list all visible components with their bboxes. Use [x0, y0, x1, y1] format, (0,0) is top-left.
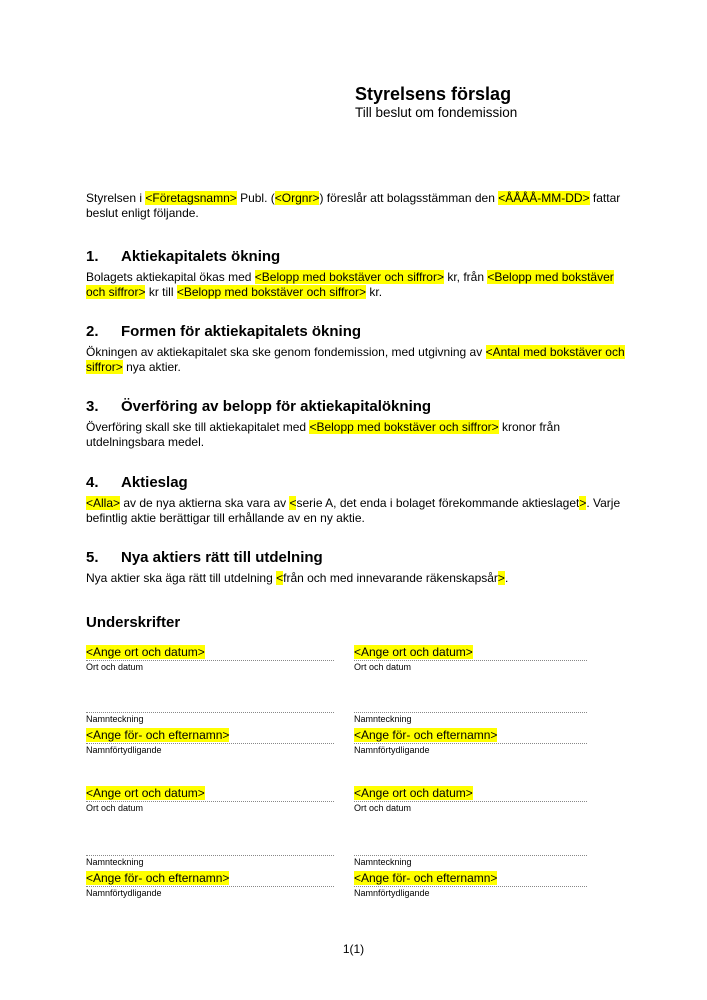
section-2 [86, 323, 626, 375]
namnteckning-line[interactable] [354, 840, 587, 856]
ort-datum-placeholder[interactable]: <Ange ort och datum> [86, 645, 205, 659]
namnfortydligande-line[interactable] [354, 871, 587, 887]
signature-ort-field-2-left [86, 786, 334, 814]
namn-placeholder[interactable]: <Ange för- och efternamn> [354, 728, 498, 742]
section-4 [86, 474, 626, 526]
section-1-number: 1. [86, 248, 99, 265]
text-run: Överföring skall ske till aktiekapitalet med [86, 420, 310, 434]
namn-placeholder[interactable]: <Ange för- och efternamn> [86, 728, 230, 742]
namnteckning-caption: Namnteckning [86, 714, 144, 724]
section-4-heading [86, 474, 626, 492]
section-2-heading [86, 323, 626, 341]
namn-placeholder[interactable]: <Ange för- och efternamn> [354, 871, 498, 885]
namnfortydligande-caption: Namnförtydligande [86, 888, 162, 898]
namnfortydligande-line[interactable] [86, 871, 334, 887]
document-title: Styrelsens förslag [355, 84, 512, 104]
section-2-body [86, 345, 626, 375]
placeholder-highlight[interactable]: < [276, 571, 284, 585]
signatures-heading: Underskrifter [86, 614, 181, 631]
namnteckning-line[interactable] [354, 697, 587, 713]
section-4-title: Aktieslag [121, 474, 188, 491]
placeholder-highlight[interactable]: <ÅÅÅÅ-MM-DD> [498, 191, 590, 205]
namnteckning-caption: Namnteckning [354, 857, 412, 867]
section-2-title: Formen för aktiekapitalets ökning [121, 323, 362, 340]
text-run: kr, från [443, 270, 488, 284]
signature-ort-field-2-right [354, 786, 587, 814]
section-1 [86, 248, 626, 300]
section-5 [86, 549, 626, 586]
section-1-body [86, 270, 626, 300]
intro-paragraph [86, 191, 626, 221]
ort-datum-line[interactable] [86, 786, 334, 802]
placeholder-highlight[interactable]: <Belopp med bokstäver och siffror> [176, 285, 367, 299]
section-5-title: Nya aktiers rätt till utdelning [121, 549, 323, 566]
signature-ort-field-1-right [354, 645, 587, 673]
placeholder-highlight[interactable]: <Antal med bokstäver och siffror> [86, 345, 625, 374]
signature-name-field-1-right [354, 697, 587, 756]
ort-datum-caption: Ort och datum [86, 662, 144, 672]
ort-datum-caption: Ort och datum [86, 803, 144, 813]
section-3-number: 3. [86, 398, 99, 415]
section-5-number: 5. [86, 549, 99, 566]
placeholder-highlight[interactable]: <Belopp med bokstäver och siffror> [309, 420, 499, 434]
text-run: . [504, 571, 509, 585]
text-run: fattar beslut enligt följande. [86, 191, 621, 220]
text-run: ) föreslår att bolagsstämman den [319, 191, 499, 205]
section-5-heading [86, 549, 626, 567]
ort-datum-placeholder[interactable]: <Ange ort och datum> [86, 786, 205, 800]
section-5-body [86, 571, 626, 586]
placeholder-highlight[interactable]: <Orgnr> [274, 191, 320, 205]
ort-datum-caption: Ort och datum [354, 662, 412, 672]
text-run: kronor från utdelningsbara medel. [86, 420, 561, 449]
section-2-number: 2. [86, 323, 99, 340]
namnfortydligande-caption: Namnförtydligande [354, 888, 430, 898]
document-subtitle: Till beslut om fondemission [355, 105, 518, 120]
text-run: . Varje befintlig aktie berättigar till erhållande av en ny aktie. [86, 496, 621, 525]
section-4-number: 4. [86, 474, 99, 491]
ort-datum-line[interactable] [354, 645, 587, 661]
text-run: Publ. ( [236, 191, 275, 205]
signature-name-field-1-left [86, 697, 334, 756]
text-run: av de nya aktierna ska vara av [120, 496, 290, 510]
ort-datum-caption: Ort och datum [354, 803, 412, 813]
section-1-heading [86, 248, 626, 266]
text-run: kr till [145, 285, 177, 299]
placeholder-highlight[interactable]: > [497, 571, 505, 585]
signature-ort-field-1-left [86, 645, 334, 673]
text-run: serie A, det enda i bolaget förekommande aktieslaget [296, 496, 580, 510]
placeholder-highlight[interactable]: <Belopp med bokstäver och siffror> [254, 270, 444, 284]
section-3-heading [86, 398, 626, 416]
namnfortydligande-caption: Namnförtydligande [354, 745, 430, 755]
section-1-title: Aktiekapitalets ökning [121, 248, 281, 265]
placeholder-highlight[interactable]: <Alla> [86, 496, 121, 510]
text-run: kr. [366, 285, 383, 299]
namnfortydligande-line[interactable] [86, 728, 334, 744]
section-4-body [86, 496, 626, 526]
text-run: Ökningen av aktiekapitalet ska ske genom fondemission, med utgivning av [86, 345, 486, 359]
namnteckning-line[interactable] [86, 697, 334, 713]
namnteckning-line[interactable] [86, 840, 334, 856]
text-run: från och med innevarande räkenskapsår [283, 571, 498, 585]
namnfortydligande-line[interactable] [354, 728, 587, 744]
placeholder-highlight[interactable]: <Företagsnamn> [145, 191, 237, 205]
text-run: Styrelsen i [86, 191, 146, 205]
text-run: nya aktier. [122, 360, 181, 374]
ort-datum-placeholder[interactable]: <Ange ort och datum> [354, 645, 473, 659]
ort-datum-line[interactable] [354, 786, 587, 802]
title-block [355, 84, 517, 121]
signature-name-field-2-left [86, 840, 334, 899]
namnfortydligande-caption: Namnförtydligande [86, 745, 162, 755]
placeholder-highlight[interactable]: > [579, 496, 587, 510]
ort-datum-line[interactable] [86, 645, 334, 661]
text-run: Bolagets aktiekapital ökas med [86, 270, 255, 284]
namnteckning-caption: Namnteckning [86, 857, 144, 867]
section-3-title: Överföring av belopp för aktiekapitalökning [121, 398, 432, 415]
namn-placeholder[interactable]: <Ange för- och efternamn> [86, 871, 230, 885]
section-3-body [86, 420, 626, 450]
ort-datum-placeholder[interactable]: <Ange ort och datum> [354, 786, 473, 800]
signature-name-field-2-right [354, 840, 587, 899]
text-run: Nya aktier ska äga rätt till utdelning [86, 571, 277, 585]
section-3 [86, 398, 626, 450]
namnteckning-caption: Namnteckning [354, 714, 412, 724]
placeholder-highlight[interactable]: <Belopp med bokstäver och siffror> [86, 270, 614, 299]
page-number: 1(1) [342, 942, 365, 956]
placeholder-highlight[interactable]: < [289, 496, 297, 510]
